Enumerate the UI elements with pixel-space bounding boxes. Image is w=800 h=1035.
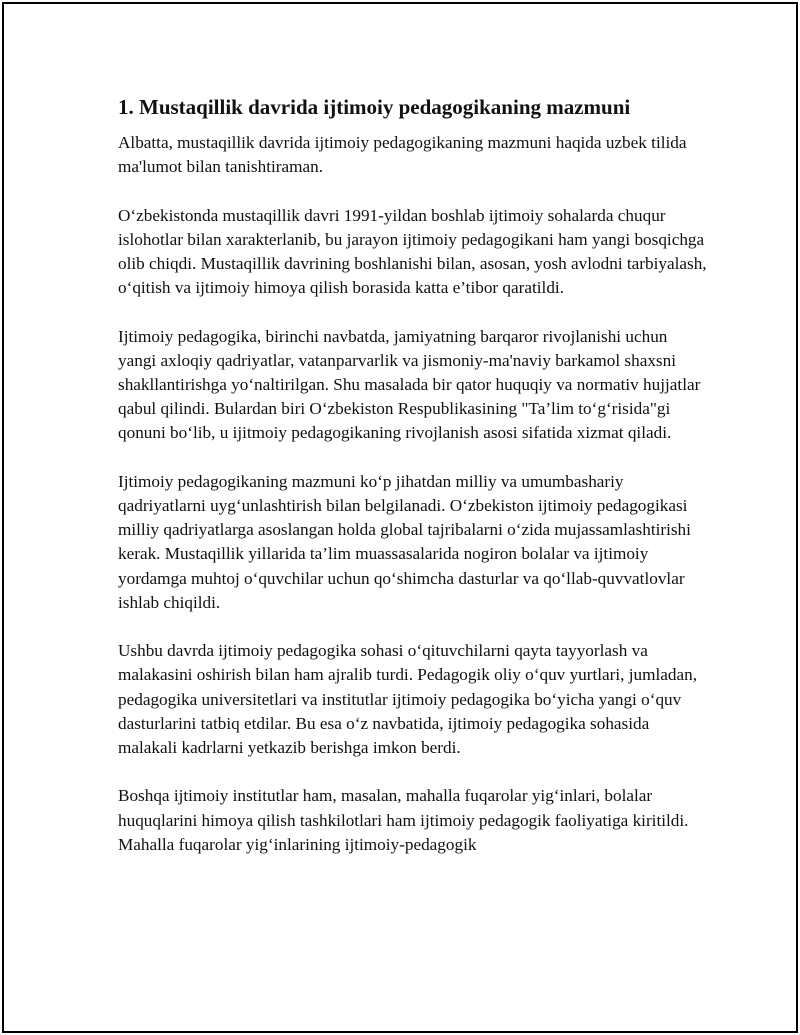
paragraph-6: Boshqa ijtimoiy institutlar ham, masalan, mahalla fuqarolar yig‘inlari, bolalar huquqlarini himoya qilish tashkilotlari ham ijtimoiy pedagogik faoliyatiga kiritildi. Mahalla fuqarolar yig‘inlarining ijtimoiy-pedagogik [118, 786, 689, 854]
paragraph-4: Ijtimoiy pedagogikaning mazmuni ko‘p jihatdan milliy va umumbashariy qadriyatlarni uyg‘unlashtirish bilan belgilanadi. O‘zbekiston ijtimoiy pedagogikasi milliy qadriyatlarga asoslangan holda global tajribalarni o‘zida mujassamlashtirishi kerak. Mustaqillik yillarida ta’lim muassasalarida nogiron bolalar va ijtimoiy yordamga muhtoj o‘quvchilar uchun qo‘shimcha dasturlar va qo‘llab-quvvatlovlar ishlab chiqildi. [118, 471, 691, 612]
document-body [118, 93, 708, 857]
paragraph-5: Ushbu davrda ijtimoiy pedagogika sohasi o‘qituvchilarni qayta tayyorlash va malakasini oshirish bilan ham ajralib turdi. Pedagogik oliy o‘quv yurtlari, jumladan, pedagogika universitetlari va institutlar ijtimoiy pedagogika bo‘yicha yangi o‘quv dasturlarini tatbiq etdilar. Bu esa o‘z navbatida, ijtimoiy pedagogika sohasida malakali kadrlarni yetkazib berishga imkon berdi. [118, 641, 698, 758]
document-title: 1. Mustaqillik davrida ijtimoiy pedagogikaning mazmuni [118, 95, 631, 119]
paragraph-2: O‘zbekistonda mustaqillik davri 1991-yildan boshlab ijtimoiy sohalarda chuqur islohotlar bilan xarakterlanib, bu jarayon ijtimoiy pedagogikani ham yangi bosqichga olib chiqdi. Mustaqillik davrining boshlanishi bilan, asosan, yosh avlodni tarbiyalash, o‘qitish va ijtimoiy himoya qilish borasida katta e’tibor qaratildi. [118, 205, 707, 298]
paragraph-1: Albatta, mustaqillik davrida ijtimoiy pedagogikaning mazmuni haqida uzbek tilida ma'lumot bilan tanishtiraman. [118, 133, 687, 177]
paragraph-3: Ijtimoiy pedagogika, birinchi navbatda, jamiyatning barqaror rivojlanishi uchun yangi axloqiy qadriyatlar, vatanparvarlik va jismoniy-ma'naviy barkamol shaxsni shakllantirishga yo‘naltirilgan. Shu masalada bir qator huquqiy va normativ hujjatlar qabul qilindi. Bulardan biri O‘zbekiston Respublikasining "Ta’lim to‘g‘risida"gi qonuni bo‘lib, u ijitmoiy pedagogikaning rivojlanish asosi sifatida xizmat qiladi. [118, 326, 701, 443]
